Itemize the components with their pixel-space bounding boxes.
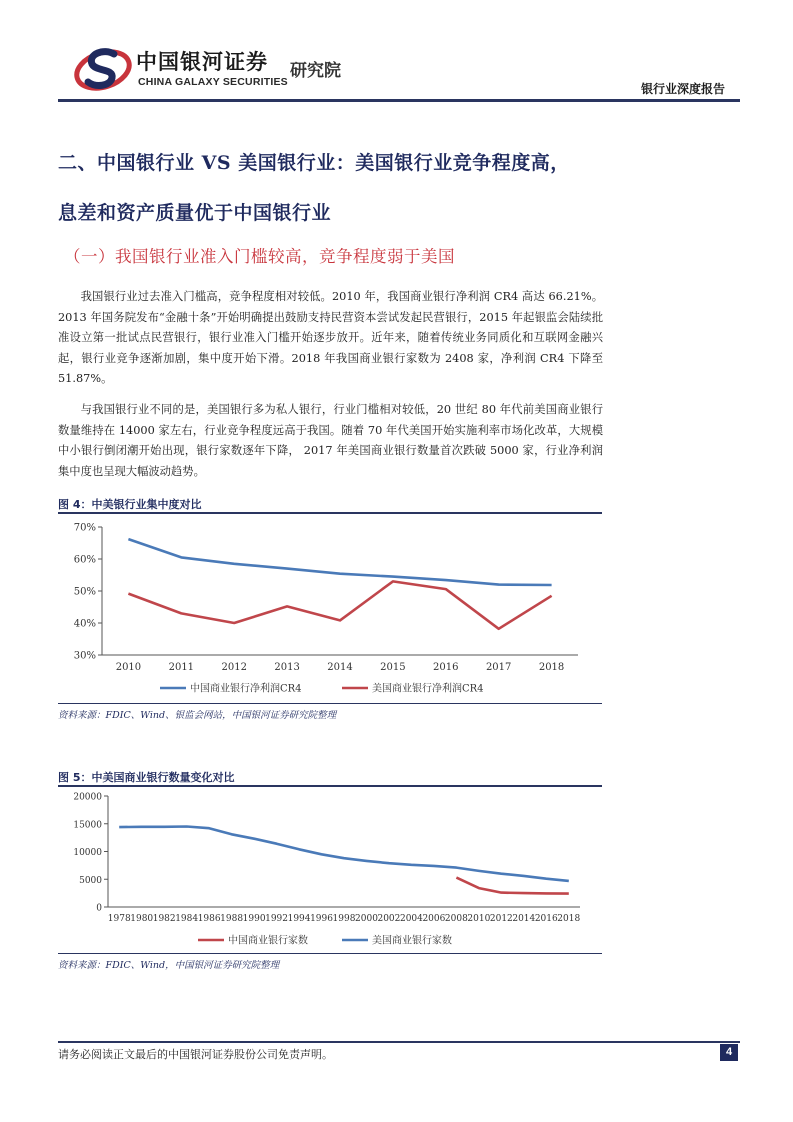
galaxy-logo-icon — [74, 44, 132, 92]
chart4-y-tick-label: 60% — [73, 554, 96, 566]
chart5-x-tick-label: 2018 — [557, 914, 581, 924]
chart5-x-tick-label: 2014 — [512, 914, 536, 924]
chart5-x-tick-label: 1980 — [130, 914, 154, 924]
chart5-series-1-line — [119, 827, 569, 881]
chart5-x-tick-label: 2002 — [377, 914, 401, 924]
chart5-x-tick-label: 1984 — [175, 914, 199, 924]
chart4-x-tick-label: 2014 — [327, 662, 353, 673]
figure5-source: 资料来源：FDIC、Wind，中国银河证券研究院整理 — [58, 960, 280, 971]
chart5-x-tick-label: 2004 — [399, 914, 423, 924]
chart5-x-tick-label: 1996 — [310, 914, 333, 924]
chart5-y-tick-label: 20000 — [73, 792, 102, 803]
chart5-legend-label-0: 中国商业银行家数 — [228, 935, 308, 947]
chart5-legend-label-1: 美国商业银行家数 — [372, 935, 452, 947]
chart5-x-tick-label: 1992 — [265, 914, 289, 924]
chart4-x-tick-label: 2013 — [274, 662, 300, 673]
chart4-y-tick-label: 40% — [73, 618, 96, 630]
chart5-y-tick-label: 10000 — [73, 848, 102, 858]
paragraph-1 — [58, 287, 603, 390]
figure4-chart — [58, 514, 602, 702]
company-name-en: CHINA GALAXY SECURITIES — [138, 76, 288, 88]
chart5-x-tick-label: 2008 — [444, 914, 468, 924]
company-name-cn: 中国银河证券 — [136, 50, 268, 74]
chart4-y-tick-label: 30% — [73, 650, 96, 662]
chart4-legend-label-0: 中国商业银行净利润CR4 — [190, 683, 302, 695]
department-label: 研究院 — [290, 61, 341, 81]
chart5-x-tick-label: 2010 — [467, 914, 491, 924]
chart4-y-tick-label: 70% — [73, 522, 96, 534]
figure5-bottom-rule — [58, 953, 602, 954]
chart4-x-tick-label: 2018 — [538, 662, 565, 673]
chart5-x-tick-label: 1998 — [332, 914, 356, 924]
chart5-x-tick-label: 1982 — [152, 914, 176, 924]
section-title-line2: 息差和资产质量优于中国银行业 — [58, 202, 332, 224]
figure5-chart — [58, 787, 602, 952]
figure4-bottom-rule — [58, 703, 602, 704]
chart5-x-tick-label: 2012 — [489, 914, 513, 924]
paragraph-1-text: 我国银行业过去准入门槛高，竞争程度相对较低。2010 年，我国商业银行净利润 CR4 高达 66.21%。2013 年国务院发布“金融十条”开始明确提出鼓励支持民营资本尝试发起民营银行，2015 年起银监会陆续批准设立第一批试点民营银行，银行业准入门槛开始逐步放开。近年来，随着传统业务同质化和互联网金融兴起，银行业竞争逐渐加剧，集中度开始下滑。2018 年我国商业银行家数为 2408 家，净利润 CR4 下降至 51.87%。 — [58, 290, 603, 385]
paragraph-2-text: 与我国银行业不同的是，美国银行多为私人银行，行业门槛相对较低，20 世纪 80 年代前美国商业银行数量维持在 14000 家左右，行业竞争程度远高于我国。随着 70 年代美国开始实施利率市场化改革，大规模中小银行倒闭潮开始出现，银行家数逐年下降， 2017 年美国商业银行数量首次跌破 5000 家，行业净利润集中度也呈现大幅波动趋势。 — [58, 403, 603, 478]
chart4-series-0-line — [128, 539, 551, 585]
footer-rule — [58, 1041, 740, 1043]
chart5-x-tick-label: 1988 — [220, 914, 244, 924]
footer-disclaimer: 请务必阅读正文最后的中国银河证券股份公司免责声明。 — [58, 1048, 333, 1061]
chart4-x-tick-label: 2017 — [485, 662, 512, 673]
chart5-y-tick-label: 0 — [96, 903, 102, 914]
chart4-x-tick-label: 2012 — [221, 662, 247, 673]
figure5-title: 图 5：中美国商业银行数量变化对比 — [58, 771, 235, 784]
chart5-x-tick-label: 1986 — [197, 914, 221, 924]
chart5-x-tick-label: 1978 — [107, 914, 131, 924]
section-title-line1: 二、中国银行业 VS 美国银行业：美国银行业竞争程度高， — [58, 152, 570, 174]
chart5-y-tick-label: 15000 — [73, 820, 102, 831]
chart5-x-tick-label: 2000 — [355, 914, 378, 924]
header-rule — [58, 99, 740, 102]
chart5-x-tick-label: 1990 — [242, 914, 266, 924]
chart4-legend-label-1: 美国商业银行净利润CR4 — [372, 683, 484, 695]
chart4-series-1-line — [128, 581, 551, 628]
figure4-title: 图 4：中美银行业集中度对比 — [58, 498, 202, 511]
chart5-y-tick-label: 5000 — [79, 875, 102, 886]
figure4-source: 资料来源：FDIC、Wind、银监会网站，中国银河证券研究院整理 — [58, 710, 337, 721]
chart5-x-tick-label: 2006 — [422, 914, 446, 924]
chart4-x-tick-label: 2015 — [380, 662, 406, 673]
report-type: 银行业深度报告 — [640, 82, 725, 96]
page-number: 4 — [720, 1044, 738, 1061]
chart4-x-tick-label: 2010 — [115, 662, 142, 673]
paragraph-2 — [58, 400, 603, 482]
chart4-x-tick-label: 2011 — [168, 662, 195, 673]
chart5-x-tick-label: 1994 — [287, 914, 311, 924]
chart4-y-tick-label: 50% — [73, 586, 96, 598]
subsection-title: （一）我国银行业准入门槛较高，竞争程度弱于美国 — [64, 247, 455, 266]
chart5-x-tick-label: 2016 — [534, 914, 558, 924]
chart4-x-tick-label: 2016 — [433, 662, 459, 673]
